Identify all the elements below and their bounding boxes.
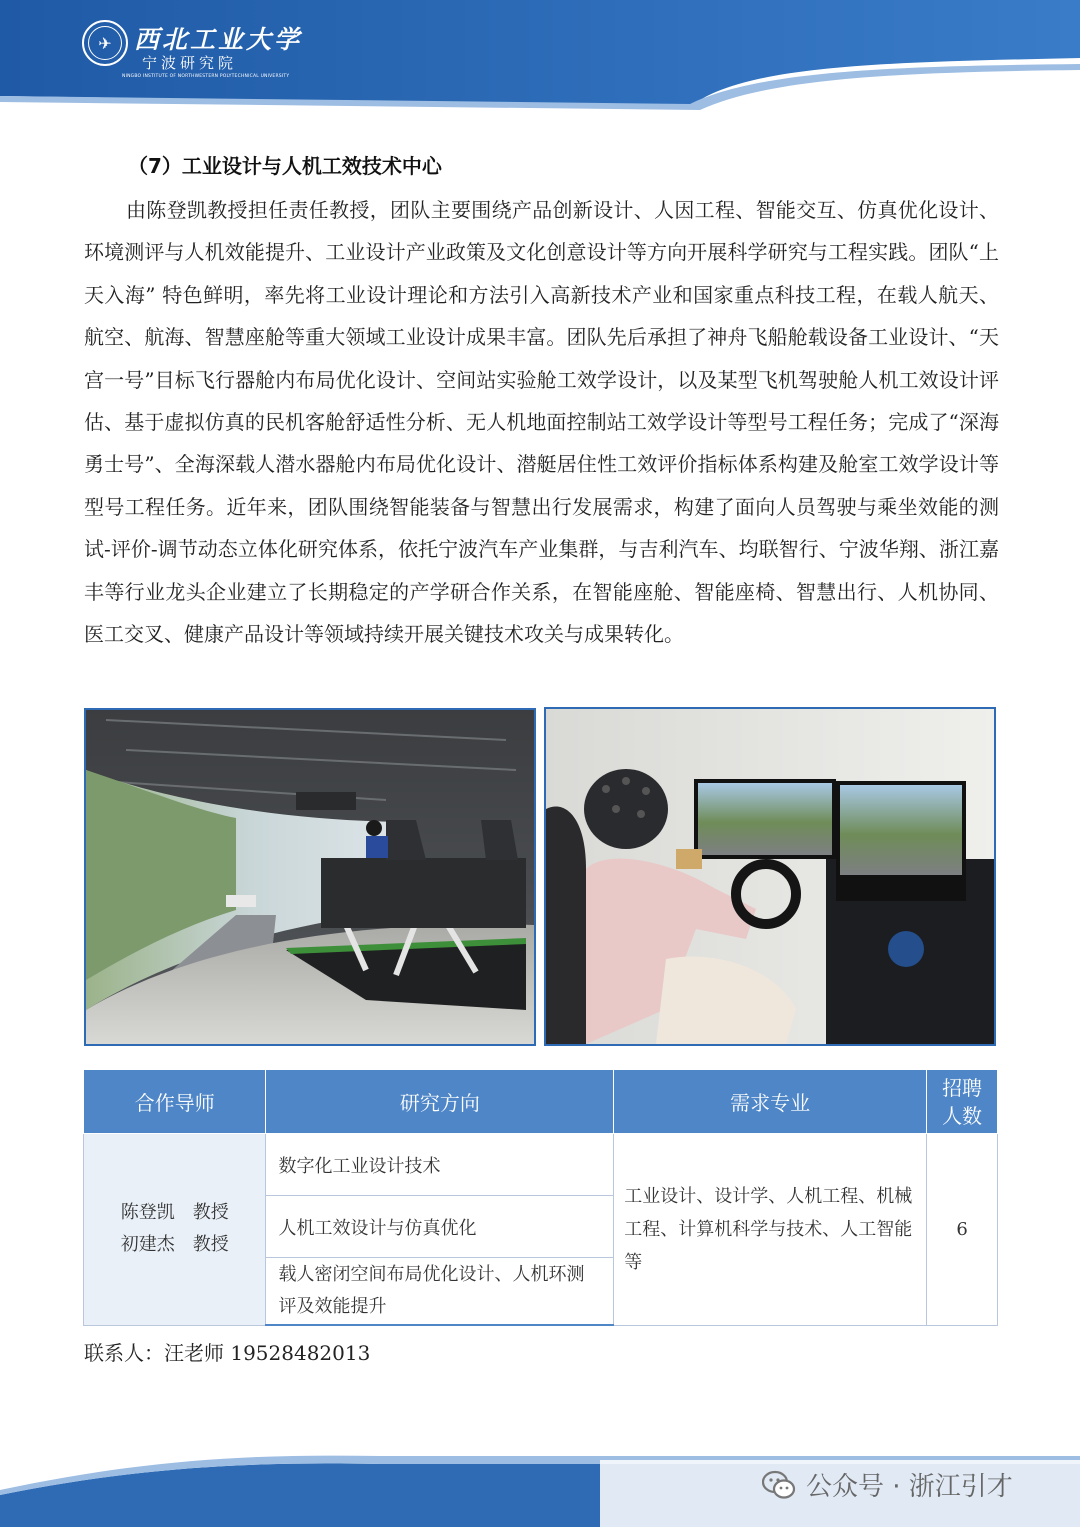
page-header xyxy=(0,0,1080,112)
count-cell: 6 xyxy=(927,1134,998,1326)
direction-1: 数字化工业设计技术 xyxy=(266,1134,614,1196)
section-title: （7）工业设计与人机工效技术中心 xyxy=(128,154,442,178)
plane-icon: ✈ xyxy=(88,26,122,60)
header-count-line1: 招聘 xyxy=(942,1075,983,1100)
header-count-line2: 人数 xyxy=(942,1103,983,1128)
header-count xyxy=(927,1070,998,1134)
university-name: 西北工业大学 xyxy=(134,25,303,54)
photo-eeg-driving-test xyxy=(544,707,996,1046)
direction-2: 人机工效设计与仿真优化 xyxy=(266,1196,614,1258)
institute-english-name: NINGBO INSTITUTE OF NORTHWESTERN POLYTECHNICAL UNIVERSITY xyxy=(122,74,290,79)
advisor-2: 初建杰 教授 xyxy=(120,1234,229,1256)
wechat-label: 公众号 · 浙江引才 xyxy=(806,1472,1013,1502)
photo-driving-simulator xyxy=(84,708,536,1046)
section-paragraph: 由陈登凯教授担任责任教授，团队主要围绕产品创新设计、人因工程、智能交互、仿真优化设计、环境测评与人机效能提升、工业设计产业政策及文化创意设计等方向开展科学研究与工程实践。团队“上天入海” 特色鲜明，率先将工业设计理论和方法引入高新技术产业和国家重点科技工程，在载人航天、航空、航海、智慧座舱等重大领域工业设计成果丰富。团队先后承担了神舟飞船舱载设备工业设计、“天宫一号”目标飞行器舱内布局优化设计、空间站实验舱工效学设计，以及某型飞机驾驶舱人机工效设计评估、基于虚拟仿真的民机客舱舒适性分析、无人机地面控制站工效学设计等型号工程任务；完成了“深海勇士号”、全海深载人潜水器舱内布局优化设计、潜艇居住性工效评价指标体系构建及舱室工效学设计等型号工程任务。近年来，团队围绕智能装备与智慧出行发展需求，构建了面向人员驾驶与乘坐效能的测试-评价-调节动态立体化研究体系，依托宁波汽车产业集群，与吉利汽车、均联智行、宁波华翔、浙江嘉丰等行业龙头企业建立了长期稳定的产学研合作关系，在智能座舱、智能座椅、智慧出行、人机协同、医工交叉、健康产品设计等领域持续开展关键技术攻关与成果转化。 xyxy=(84,198,999,647)
advisor-cell xyxy=(84,1134,266,1326)
recruitment-table xyxy=(83,1070,998,1326)
header-advisor: 合作导师 xyxy=(84,1070,266,1134)
direction-3: 载人密闭空间布局优化设计、人机环测评及效能提升 xyxy=(266,1258,614,1326)
header-major: 需求专业 xyxy=(614,1070,927,1134)
advisor-1: 陈登凯 教授 xyxy=(120,1202,229,1224)
wechat-account[interactable] xyxy=(762,1466,1013,1503)
header-direction: 研究方向 xyxy=(266,1070,614,1134)
institute-name: 宁波研究院 xyxy=(142,54,238,72)
table-row xyxy=(84,1134,998,1196)
wechat-icon xyxy=(762,1470,796,1500)
table-header-row xyxy=(84,1070,998,1134)
major-cell: 工业设计、设计学、人机工程、机械工程、计算机科学与技术、人工智能等 xyxy=(614,1134,927,1326)
contact-info: 联系人：汪老师 19528482013 xyxy=(84,1341,371,1365)
university-logo xyxy=(82,20,128,66)
